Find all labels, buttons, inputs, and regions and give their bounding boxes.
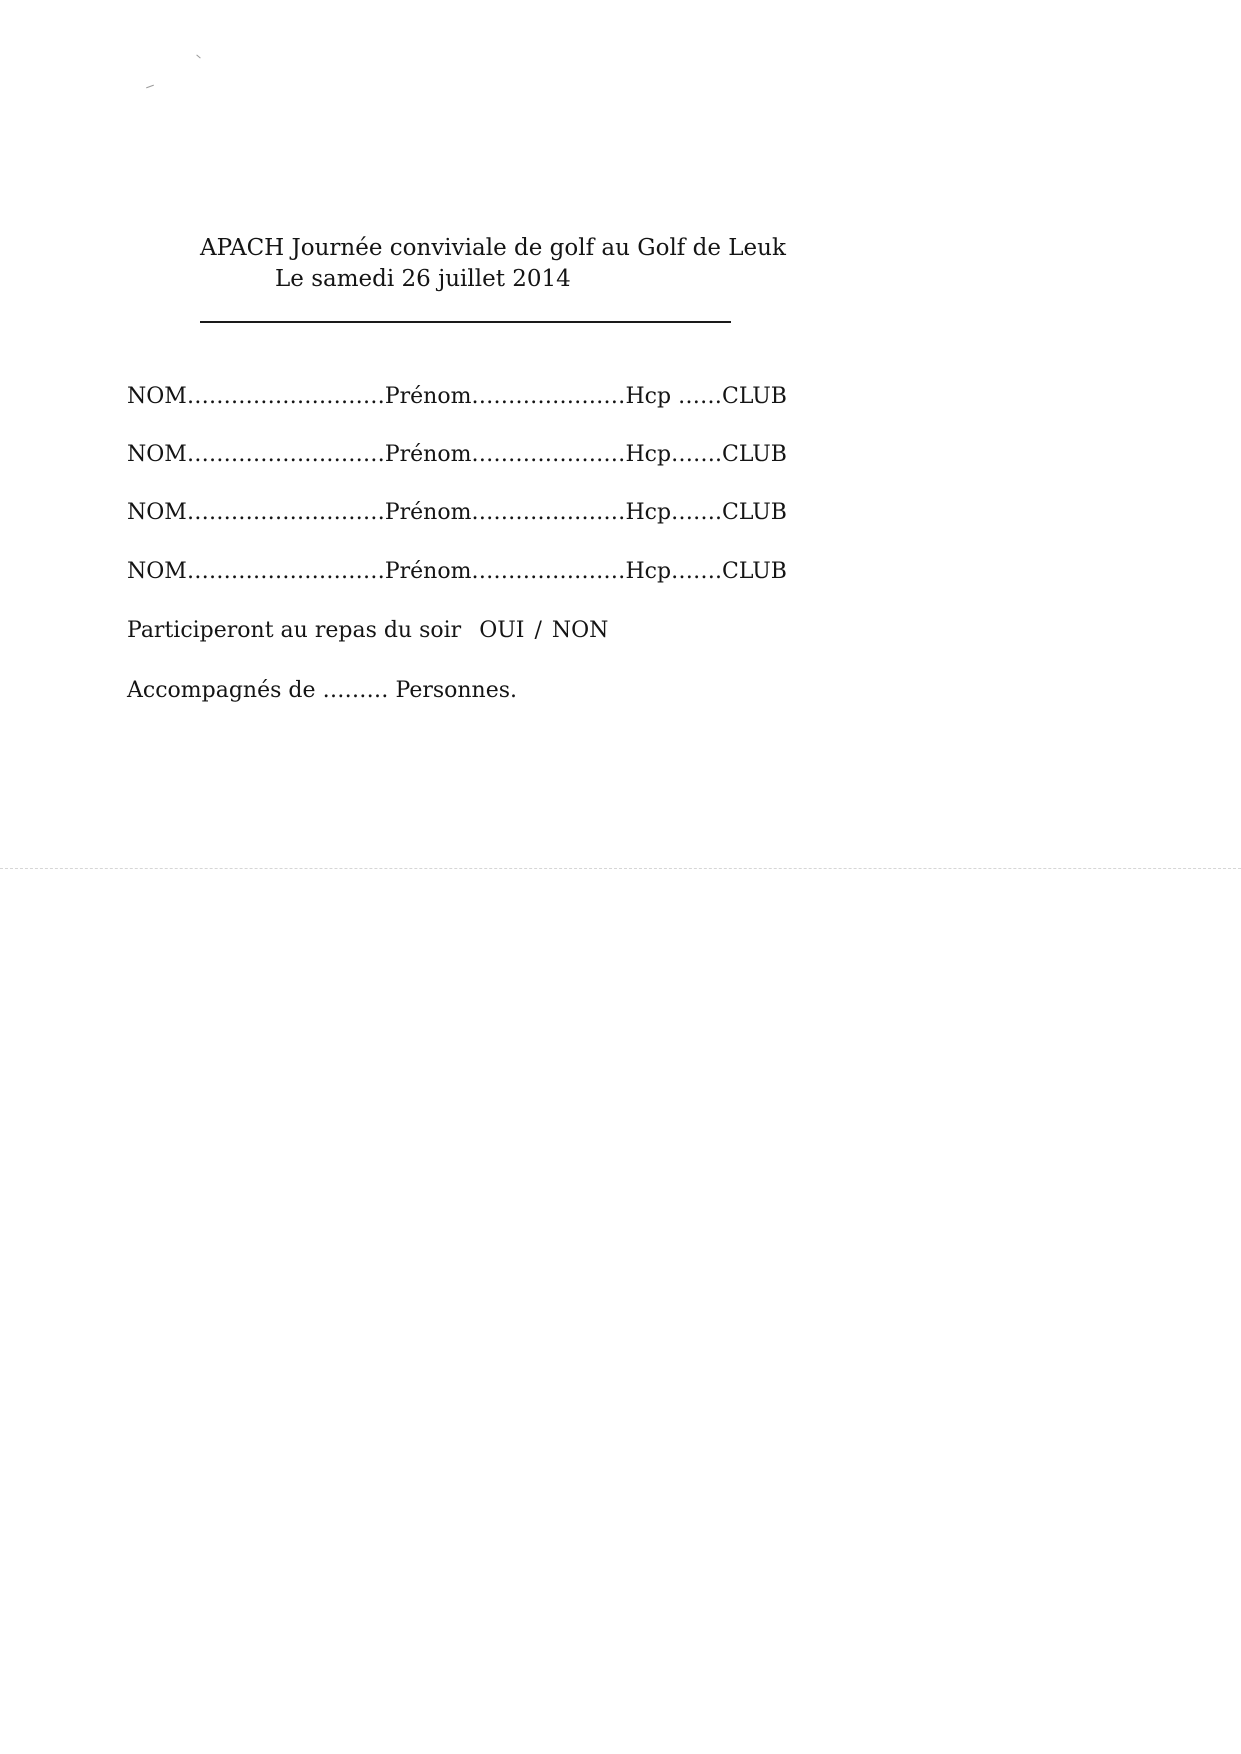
nom-field[interactable]: NOM……………………… (127, 384, 385, 409)
prenom-field[interactable]: Prénom………………… (384, 442, 626, 467)
hcp-field[interactable]: Hcp……. (625, 500, 723, 525)
meal-question (127, 620, 608, 642)
companions-label: Accompagnés de (127, 678, 316, 703)
player-row (127, 502, 787, 524)
companions-line (127, 680, 517, 702)
hcp-field[interactable]: Hcp……. (625, 442, 723, 467)
player-row (127, 561, 787, 583)
nom-field[interactable]: NOM……………………… (127, 559, 385, 584)
hcp-field[interactable]: Hcp …… (625, 384, 723, 409)
prenom-field[interactable]: Prénom………………… (384, 384, 626, 409)
player-row (127, 444, 787, 466)
meal-separator: / (534, 618, 542, 643)
companions-count-field[interactable]: ……… (322, 678, 389, 703)
meal-label: Participeront au repas du soir (127, 618, 462, 643)
form-date: Le samedi 26 juillet 2014 (275, 266, 571, 292)
title-underline (200, 321, 731, 323)
meal-yes-option[interactable]: OUI (479, 618, 525, 643)
club-field[interactable]: CLUB (722, 384, 787, 409)
prenom-field[interactable]: Prénom………………… (384, 559, 626, 584)
form-title: APACH Journée conviviale de golf au Golf de Leuk (200, 235, 786, 261)
club-field[interactable]: CLUB (722, 500, 787, 525)
nom-field[interactable]: NOM……………………… (127, 442, 385, 467)
player-row (127, 386, 787, 408)
scan-speck (196, 55, 200, 59)
scan-speck (146, 85, 154, 89)
club-field[interactable]: CLUB (722, 442, 787, 467)
hcp-field[interactable]: Hcp……. (625, 559, 723, 584)
paper-fold-line (0, 868, 1241, 869)
meal-no-option[interactable]: NON (551, 618, 609, 643)
nom-field[interactable]: NOM……………………… (127, 500, 385, 525)
prenom-field[interactable]: Prénom………………… (384, 500, 626, 525)
companions-suffix: Personnes. (395, 678, 518, 703)
club-field[interactable]: CLUB (722, 559, 787, 584)
